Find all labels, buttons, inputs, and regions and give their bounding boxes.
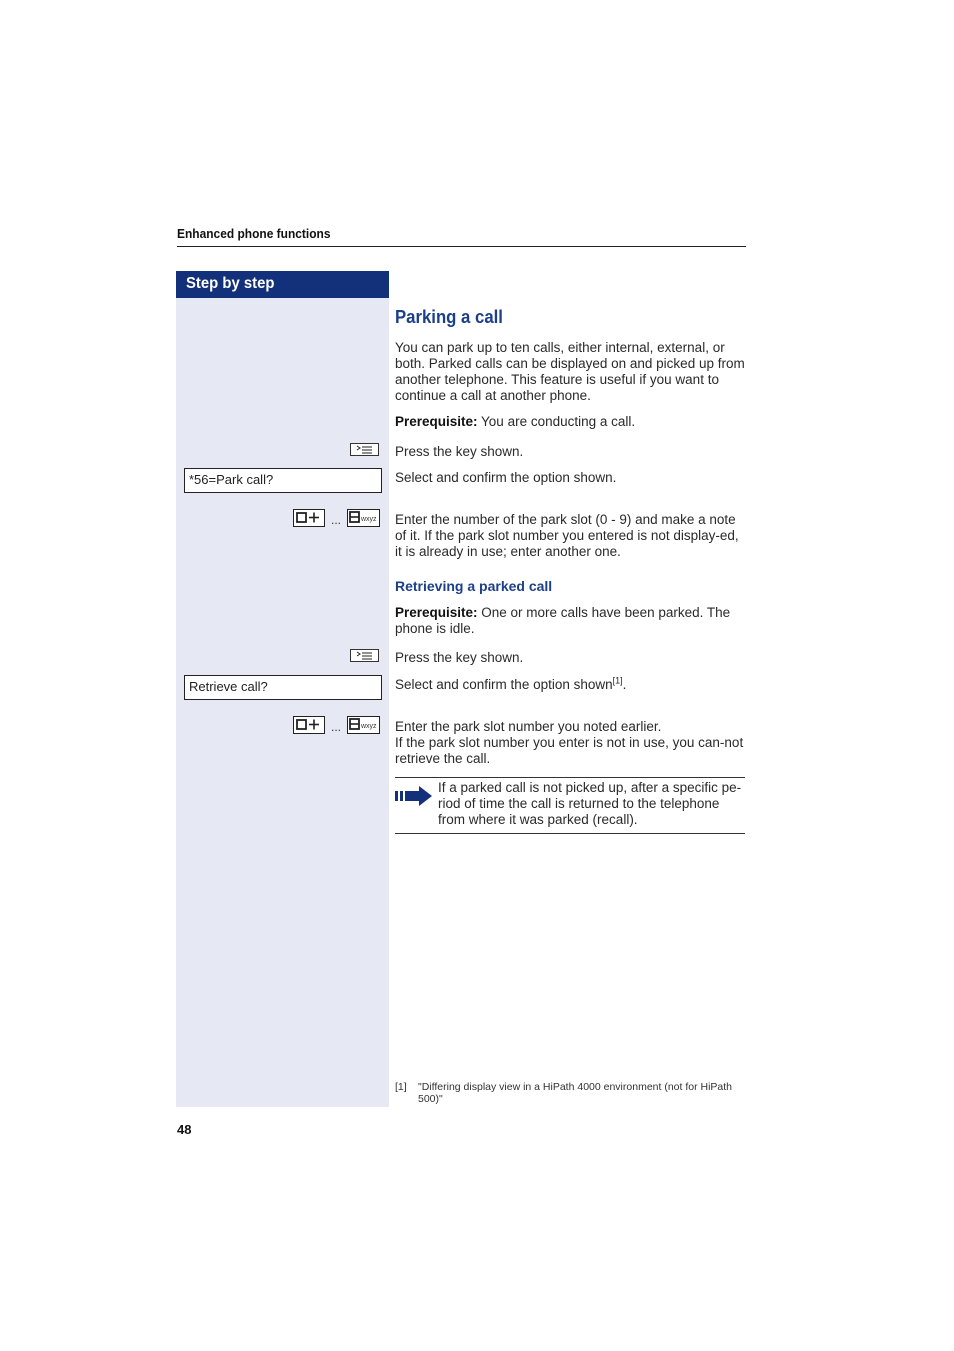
step-line: Enter the park slot number you noted earlier. xyxy=(395,719,662,734)
step-select-option xyxy=(395,677,747,693)
step-select-text: Select and confirm the option shown xyxy=(395,677,613,692)
page-number: 48 xyxy=(177,1122,192,1137)
footnote xyxy=(395,1081,735,1105)
prerequisite-text: You are conducting a call. xyxy=(477,414,636,429)
step-press-key: Press the key shown. xyxy=(395,650,524,665)
keypad-range xyxy=(293,716,381,739)
step-enter-slot: Enter the number of the park slot (0 - 9) and make a note of it. If the park slot number you entered is not display-ed, it is already in use; enter another one. xyxy=(395,512,739,559)
option-retrieve-call[interactable]: Retrieve call? xyxy=(184,675,382,700)
step-select-option: Select and confirm the option shown. xyxy=(395,470,617,485)
keypad-ellipsis: ... xyxy=(331,720,342,734)
step-press-key: Press the key shown. xyxy=(395,444,524,459)
intro-paragraph: You can park up to ten calls, either internal, external, or both. Parked calls can be displayed on and picked up from another telephone. This feature is useful if you want to continue a call at another phone. xyxy=(395,340,745,403)
prerequisite-text: One or more calls have been parked. The phone is idle. xyxy=(395,605,731,636)
prerequisite-label: Prerequisite: xyxy=(395,414,478,429)
step-line: If the park slot number you enter is not in use, you can-not retrieve the call. xyxy=(395,735,744,766)
footnote-ref: [1] xyxy=(612,675,623,686)
keypad-range xyxy=(293,509,381,532)
section-header: Enhanced phone functions xyxy=(177,226,331,241)
prerequisite xyxy=(395,414,747,430)
footnote-ref: [1] xyxy=(395,1081,407,1093)
step-select-end: . xyxy=(622,677,627,692)
prerequisite-label: Prerequisite: xyxy=(395,605,478,620)
keypad-letters: wxyz xyxy=(361,516,377,523)
step-enter-slot-retrieve xyxy=(395,719,747,767)
note-arrow-icon xyxy=(395,786,433,811)
header-rule xyxy=(177,246,746,247)
subsection-title: Retrieving a parked call xyxy=(395,578,553,594)
keypad-letters: wxyz xyxy=(361,723,377,730)
keypad-ellipsis: ... xyxy=(331,513,342,527)
note-bottom-rule xyxy=(395,833,745,834)
footnote-text: "Differing display view in a HiPath 4000 environment (not for HiPath 500)" xyxy=(418,1081,733,1105)
menu-key-icon[interactable] xyxy=(350,649,379,662)
page-title: Parking a call xyxy=(395,307,503,327)
sidebar-heading: Step by step xyxy=(186,275,275,292)
menu-key-icon[interactable] xyxy=(350,443,379,456)
note-top-rule xyxy=(395,777,745,778)
prerequisite-retrieve xyxy=(395,605,747,637)
option-park-call[interactable]: *56=Park call? xyxy=(184,468,382,493)
note-text: If a parked call is not picked up, after a specific pe-riod of time the call is returned to the telephone from where it was parked (recall). xyxy=(438,780,742,827)
